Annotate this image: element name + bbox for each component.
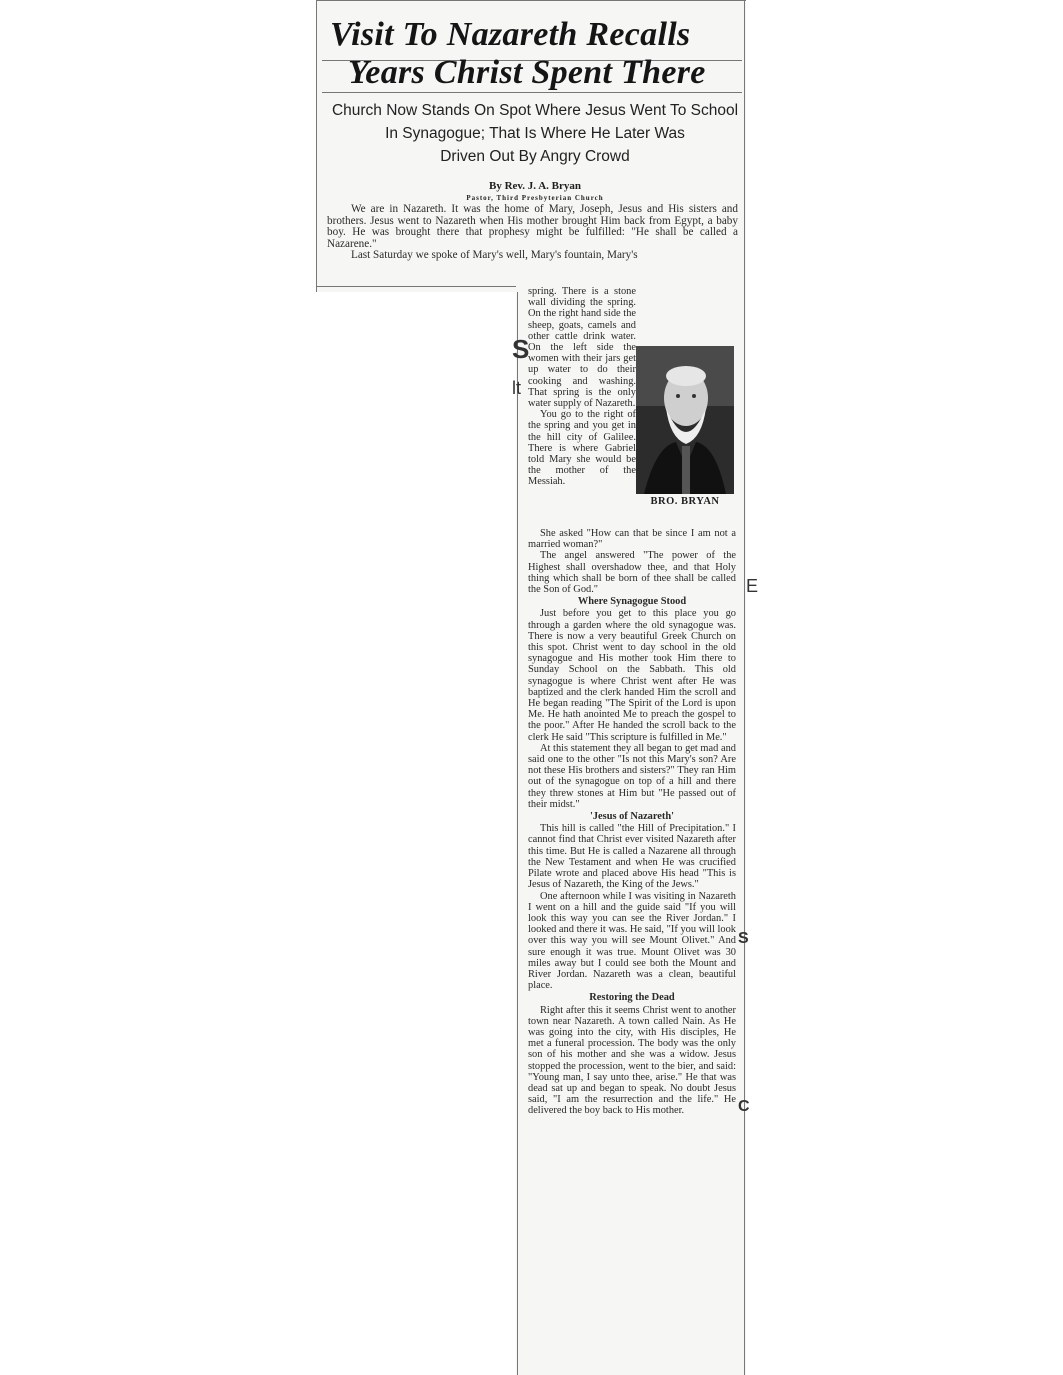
headline-bottom-rule [322, 92, 742, 93]
adjacent-column-fragment: S [512, 334, 530, 364]
intro-text [327, 204, 738, 262]
headline-line-2: Years Christ Spent There [348, 54, 706, 91]
adjacent-column-fragment: E [746, 576, 759, 596]
header-rule [316, 0, 746, 1]
subhead-jesus-of-nazareth: 'Jesus of Nazareth' [589, 811, 675, 823]
column-rule-right [744, 0, 745, 1375]
column-paragraph: One afternoon while I was visiting in Nazareth I went on a hill and the guide said "If you will look this way you can see the River Jordan." I looked and there it was. He said, "If you will look over this way you will see Mount Olivet." And sure enough it was true. Mount Olivet was 30 miles away but I could see both the Mount and River Jordan. Nazareth was a clean, beautiful place. [528, 890, 736, 992]
intro-bottom-rule [316, 286, 516, 287]
column-paragraph: This hill is called "the Hill of Precipitation." I cannot find that Christ ever visited Nazareth after this time. But He is called a Nazarene all through the New Testament and when He was crucified Pilate wrote and placed above His head "This is Jesus of Nazareth, the King of the Jews." [528, 823, 736, 891]
deck-line-2: In Synagogue; That Is Where He Later Was [385, 125, 685, 142]
column-rule-left-column [517, 292, 518, 1375]
byline: By Rev. J. A. Bryan [489, 180, 581, 192]
byline-title: Pastor, Third Presbyterian Church [466, 194, 604, 202]
narrow-column-text [528, 286, 636, 488]
column-paragraph: She asked "How can that be since I am not a married woman?" [528, 528, 736, 551]
column-paragraph: spring. There is a stone wall dividing the spring. On the right hand side the sheep, goats, camels and other cattle drink water. On the left side the women with their jars get up water to do their cooking and washing. That spring is the only water supply of Nazareth. [528, 286, 636, 410]
column-rule-left-top [316, 0, 317, 292]
adjacent-column-fragment: S [738, 930, 749, 947]
subhead-where-synagogue-stood: Where Synagogue Stood [577, 596, 687, 608]
deck-line-3: Driven Out By Angry Crowd [440, 148, 630, 165]
intro-paragraph: Last Saturday we spoke of Mary's well, Mary's fountain, Mary's [351, 249, 638, 262]
deck-line-1: Church Now Stands On Spot Where Jesus Went To School [331, 102, 739, 119]
column-paragraph: Just before you get to this place you go through a garden where the old synagogue was. There is now a very beautiful Greek Church on this spot. Christ went to day school in the old synagogue and His mother took Him there to Sunday School on the Sabbath. This old synagogue is where Christ went after He was baptized and the clerk handed Him the scroll and He began reading "The Spirit of the Lord is upon Me. He hath anointed Me to preach the gospel to the poor." After He handed the scroll back to the clerk He said "This scripture is fulfilled in Me." [528, 608, 736, 743]
subhead-restoring-the-dead: Restoring the Dead [589, 992, 675, 1004]
column-paragraph: You go to the right of the spring and you get in the hill city of Galilee. There is where Gabriel told Mary she would be the mother of the Messiah. [528, 409, 636, 488]
portrait-image [636, 346, 734, 494]
column-text [528, 528, 736, 1117]
adjacent-column-fragment: lt [512, 378, 521, 398]
adjacent-column-fragment: C [738, 1098, 750, 1115]
column-paragraph: Right after this it seems Christ went to another town near Nazareth. A town called Nain. As He was going into the city, with His disciples, He met a funeral procession. The body was the only son of his mother and she was a widow. Jesus stopped the procession, went to the bier, and said: "Young man, I say unto thee, arise." He that was dead sat up and began to speak. No doubt Jesus said, "I am the resurrection and the life." He delivered the boy back to His mother. [528, 1004, 736, 1117]
intro-paragraph: We are in Nazareth. It was the home of Mary, Joseph, Jesus and His sisters and brothers. Jesus went to Nazareth when His mother brought Him back from Egypt, a baby boy. He was brought there that prophesy might be fulfilled: "He shall be called a Nazarene." [327, 203, 738, 250]
headline-line-1: Visit To Nazareth Recalls [330, 16, 691, 53]
column-paragraph: The angel answered "The power of the Highest shall overshadow thee, and that Holy thing which shall be born of thee shall be called the Son of God." [528, 550, 736, 596]
column-paragraph: At this statement they all began to get mad and said one to the other "Is not this Mary's son? Are not these His brothers and sisters?" They ran Him out of the synagogue on top of a hill and there they threw stones at Him but "He passed out of their midst." [528, 742, 736, 810]
author-portrait-photo [636, 346, 734, 494]
photo-caption: BRO. BRYAN [650, 496, 720, 507]
